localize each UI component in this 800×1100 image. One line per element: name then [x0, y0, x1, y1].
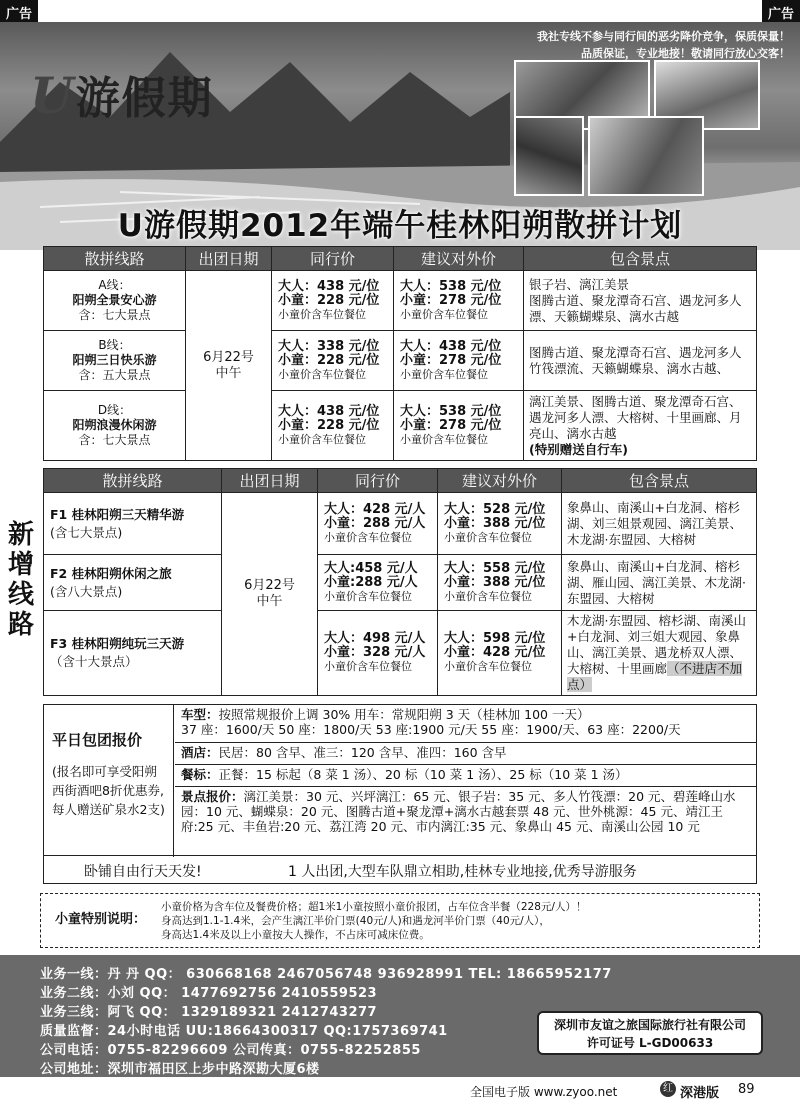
slogan: 我社专线不参与同行间的恶劣降价竞争，保质保量！ 品质保证，专业地接！敬请同行放心交客！ [537, 30, 790, 60]
col-suggested-price: 建议对外价 [438, 469, 562, 493]
website-link[interactable]: 全国电子版 www.zyoo.net [470, 1085, 618, 1099]
brand-logo: U游假期 [30, 66, 214, 125]
scenic-pricing: 景点报价：漓江美景：30 元、兴坪漓江：65 元、银子岩：35 元、多人竹筏漂：20 元、碧莲峰山水园：10 元、蝴蝶泉：20 元、图腾古道+聚龙潭+漓水古越套票 48 元、世外桃源：45 元、靖江王府:25 元、丰鱼岩:20 元、荔江湾 20 元、市内漓江:35 元、象鼻山 45 元、南溪山公园 10 元 [181, 789, 736, 834]
new-routes-label: 新增线路 [7, 520, 34, 640]
col-suggested-price: 建议对外价 [394, 247, 524, 271]
child-note-title: 小童特别说明： [55, 912, 147, 927]
page-footer [0, 1078, 800, 1100]
table-row: F1 桂林阳朔三天精华游 (含七大景点) 6月22号 中午 大人：428 元/人 小童：288 元/人 小童价含车位餐位 大人：528 元/位 小童：388 元/位 小童价含车位餐位 象鼻山、南溪山+白龙洞、榕杉湖、刘三姐景观园、漓江美景、木龙湖·东盟园、大榕树 [44, 493, 757, 555]
agency-box: 深圳市友谊之旅国际旅行社有限公司 许可证号 L-GD00633 [537, 1011, 763, 1055]
contact-line: 业务二线：小刘 QQ： 1477692756 2410559523 [40, 986, 378, 1001]
contact-line: 业务三线：阿飞 QQ： 1329189321 2412743277 [40, 1005, 378, 1020]
contact-line: 公司电话：0755-82296609 公司传真：0755-82252855 [40, 1043, 421, 1058]
edition-label: 深港版 [680, 1086, 720, 1100]
contact-line: 业务一线：丹 丹 QQ： 630668168 2467056748 936928991 TEL: 18665952177 [40, 967, 612, 982]
package-desc: (报名即可享受阳朔西街酒吧8折优惠券,每人赠送矿泉水2支) [52, 764, 165, 817]
car-pricing: 车型：按照常规报价上调 30% 用车：常规阳朔 3 天（桂林加 100 一天） 37 座：1600/天 50 座：1800/天 53 座:1900 元/天 55 座：1900/天、63 座：2200/天 [175, 705, 757, 743]
photo-ancient-street [588, 116, 704, 196]
child-note-text: 小童价格为含车位及餐费价格；超1米1小童按照小童价报团，占车位含半餐（228元/人）！ 身高达到1.1-1.4米，会产生漓江半价门票(40元/人)和遇龙河半价门票（40元/人）， 身高达1.4米及以上小童按大人操作，不占床可减床位费。 [161, 901, 587, 941]
photo-butterfly-spring [514, 116, 584, 196]
package-summary [44, 705, 174, 857]
col-date: 出团日期 [186, 247, 272, 271]
col-spots: 包含景点 [524, 247, 757, 271]
page-number: 89 [738, 1082, 755, 1097]
main-title: U游假期2012年端午桂林阳朔散拼计划 [117, 208, 683, 244]
package-heading: 平日包团报价 [52, 731, 143, 749]
col-peer-price: 同行价 [318, 469, 438, 493]
footer-slogan: 卧铺自由行天天发! 1 人出团,大型车队鼎立相助,桂林专业地接,优秀导游服务 [43, 856, 757, 884]
tour-table-main [43, 246, 757, 461]
ad-label-right: 广告 [762, 0, 800, 22]
table-row: D线： 阳朔浪漫休闲游 含：七大景点 大人：438 元/位 小童：228 元/位 小童价含车位餐位 大人：538 元/位 小童：278 元/位 小童价含车位餐位 漓江美景、图腾古道、聚龙潭奇石宫、遇龙河多人漂、大榕树、十里画廊、月亮山、漓水古越 (特别赠送自行车) [44, 391, 757, 461]
col-route: 散拼线路 [44, 247, 186, 271]
contact-line: 公司地址：深圳市福田区上步中路深勘大厦6楼 [40, 1062, 320, 1077]
hotel-pricing: 酒店：民居：80 含早、准三：120 含早、准四：160 含早 [175, 743, 757, 765]
col-spots: 包含景点 [562, 469, 757, 493]
table-row: F3 桂林阳朔纯玩三天游 （含十大景点） 大人：498 元/人 小童：328 元/人 小童价含车位餐位 大人：598 元/位 小童：428 元/位 小童价含车位餐位 木龙湖·东盟园、榕杉湖、南溪山+白龙洞、刘三姐大观园、象鼻山、漓江美景、遇龙桥双人漂、大榕树、十里画廊（不进店不加点） [44, 611, 757, 696]
col-route: 散拼线路 [44, 469, 222, 493]
meal-pricing: 餐标：正餐：15 标起（8 菜 1 汤）、20 标（10 菜 1 汤）、25 标（10 菜 1 汤） [175, 765, 757, 787]
contact-panel [0, 955, 800, 1077]
banner [0, 22, 800, 250]
col-date: 出团日期 [222, 469, 318, 493]
tour-table-new [43, 468, 757, 696]
contact-line: 质量监督：24小时电话 UU:18664300317 QQ:1757369741 [40, 1024, 448, 1039]
package-pricing [43, 704, 757, 856]
table-row: F2 桂林阳朔休闲之旅 (含八大景点) 大人:458 元/人 小童:288 元/人 小童价含车位餐位 大人：558 元/位 小童：388 元/位 小童价含车位餐位 象鼻山、南溪山+白龙洞、榕杉湖、雁山园、漓江美景、木龙湖·东盟园、大榕树 [44, 555, 757, 611]
departure-date: 6月22号 中午 [222, 493, 318, 696]
departure-date: 6月22号 中午 [186, 271, 272, 461]
table-row: B线： 阳朔三日快乐游 含：五大景点 大人：338 元/位 小童：228 元/位 小童价含车位餐位 大人：438 元/位 小童：278 元/位 小童价含车位餐位 图腾古道、聚龙潭奇石宫、遇龙河多人竹筏漂流、天籁蝴蝶泉、漓水古越、 [44, 331, 757, 391]
edition-badge-icon: 红 [660, 1081, 676, 1097]
col-peer-price: 同行价 [272, 247, 394, 271]
ad-label-left: 广告 [0, 0, 38, 22]
child-policy-note [40, 893, 760, 948]
table-row: A线： 阳朔全景安心游 含：七大景点 6月22号 中午 大人：438 元/位 小童：228 元/位 小童价含车位餐位 大人：538 元/位 小童：278 元/位 小童价含车位餐位 银子岩、漓江美景 图腾古道、聚龙潭奇石宫、遇龙河多人漂、天籁蝴蝶泉、漓水古越 [44, 271, 757, 331]
